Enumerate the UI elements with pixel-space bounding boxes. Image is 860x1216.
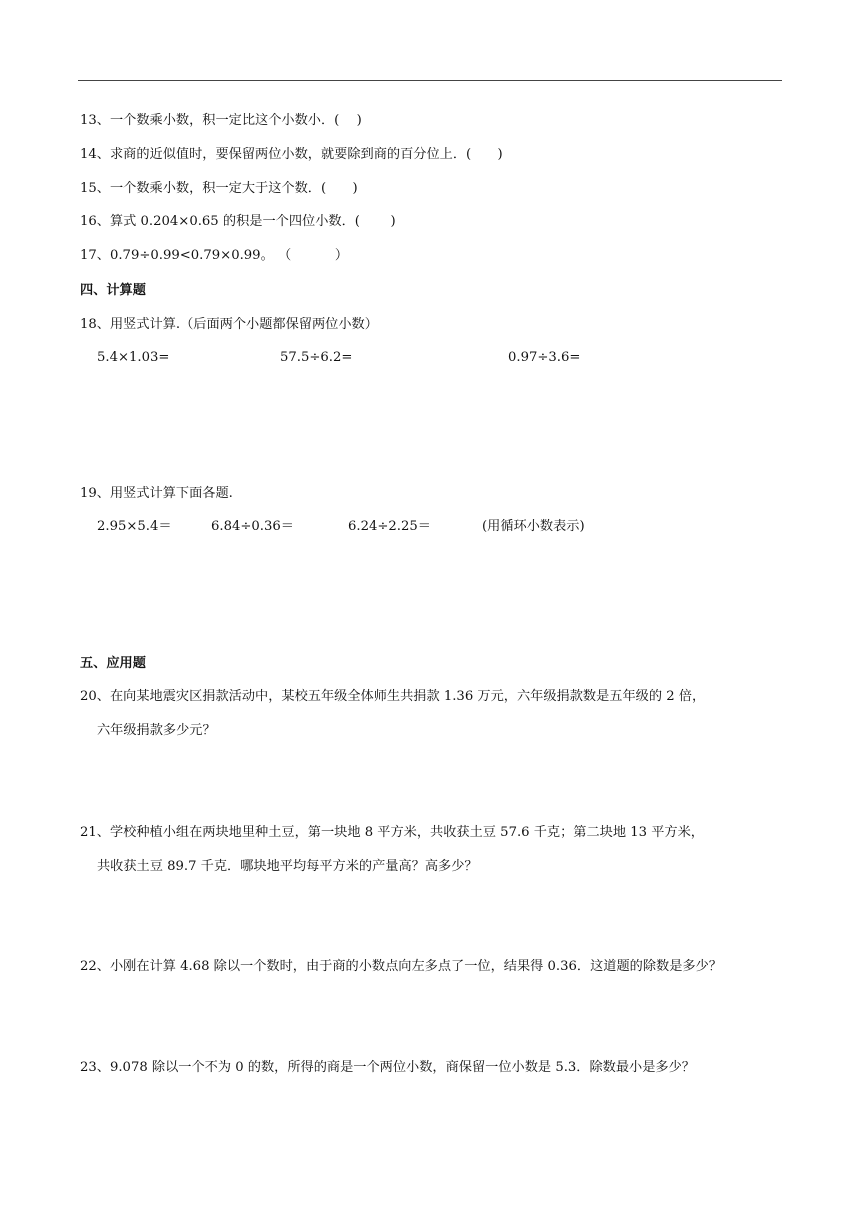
question-18-prompt: 18、用竖式计算.（后面两个小题都保留两位小数） (80, 317, 378, 332)
question-20-line-1: 20、在向某地震灾区捐款活动中，某校五年级全体师生共捐款 1.36 万元，六年级捐款数是五年级的 2 倍， (80, 689, 706, 704)
question-20-line-2: 六年级捐款多少元？ (97, 723, 216, 738)
q19-note: (用循环小数表示) (482, 519, 585, 534)
q19-item-3: 6.24÷2.25＝ (348, 519, 431, 534)
header-rule (78, 80, 782, 81)
question-21-line-1: 21、学校种植小组在两块地里种土豆，第一块地 8 平方米，共收获土豆 57.6 千克；第二块地 13 平方米， (80, 825, 704, 840)
question-17: 17、0.79÷0.99<0.79×0.99。 （ ） (80, 248, 349, 263)
q18-item-2: 57.5÷6.2= (280, 350, 353, 365)
question-15: 15、一个数乘小数，积一定大于这个数．( ) (80, 181, 358, 196)
q18-item-3: 0.97÷3.6= (508, 350, 581, 365)
question-19-prompt: 19、用竖式计算下面各题. (80, 486, 233, 501)
q18-item-1: 5.4×1.03= (97, 350, 170, 365)
question-22: 22、小刚在计算 4.68 除以一个数时，由于商的小数点向左多点了一位，结果得 0.36．这道题的除数是多少？ (80, 959, 722, 974)
q19-item-2: 6.84÷0.36＝ (211, 519, 294, 534)
question-14: 14、求商的近似值时，要保留两位小数，就要除到商的百分位上．( ) (80, 147, 503, 162)
q19-item-1: 2.95×5.4＝ (97, 519, 172, 534)
question-13: 13、一个数乘小数，积一定比这个小数小．( ) (80, 113, 362, 128)
question-23: 23、9.078 除以一个不为 0 的数，所得的商是一个两位小数，商保留一位小数是 5.3．除数最小是多少？ (80, 1060, 695, 1075)
section-heading-calculation: 四、计算题 (80, 283, 146, 298)
question-21-line-2: 共收获土豆 89.7 千克．哪块地平均每平方米的产量高？高多少？ (97, 859, 478, 874)
section-heading-application: 五、应用题 (80, 656, 146, 671)
question-16: 16、算式 0.204×0.65 的积是一个四位小数．( ) (80, 214, 396, 229)
